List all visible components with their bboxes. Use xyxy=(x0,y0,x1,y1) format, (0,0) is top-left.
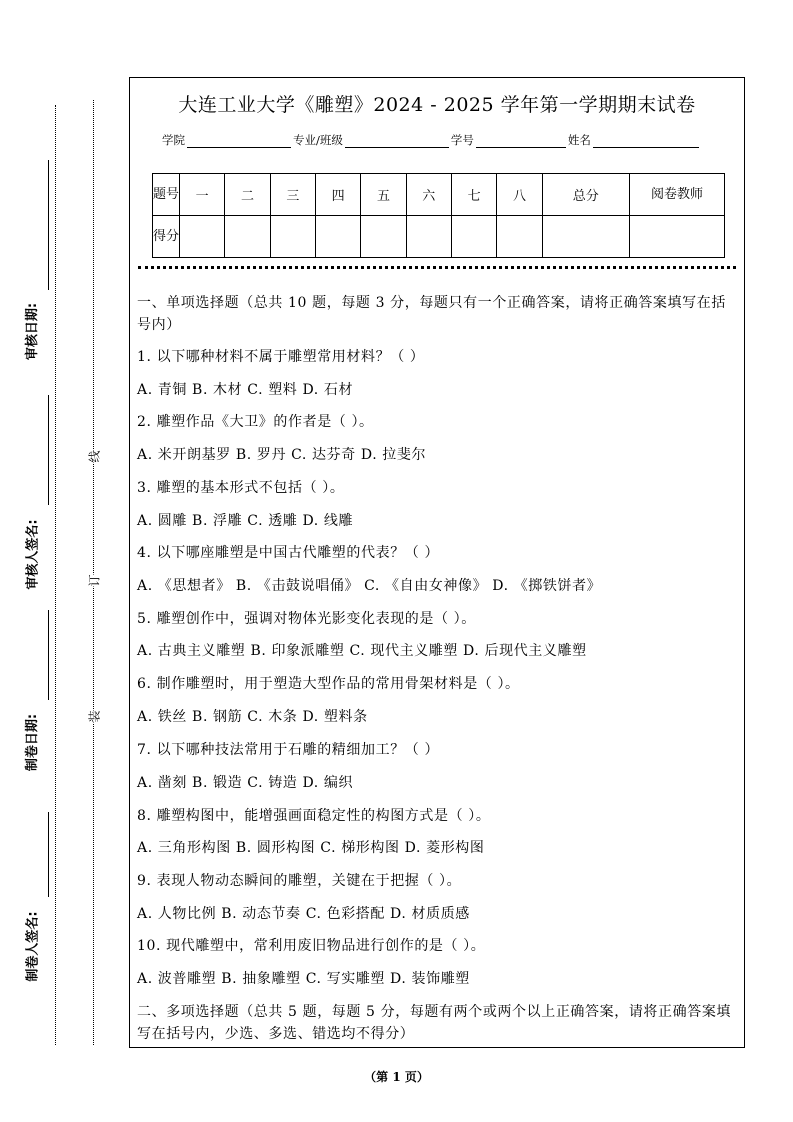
seal-char-xian: 线 xyxy=(87,450,102,463)
score-col-header: 七 xyxy=(451,174,496,216)
score-col-header: 六 xyxy=(406,174,451,216)
options-2: A. 米开朗基罗 B. 罗丹 C. 达芬奇 D. 拉斐尔 xyxy=(137,447,427,463)
page-number: （第 1 页） xyxy=(364,1070,429,1084)
question-8: 8. 雕塑构图中，能增强画面稳定性的构图方式是（ ）。 xyxy=(137,808,491,824)
question-4: 4. 以下哪座雕塑是中国古代雕塑的代表？（ ） xyxy=(137,545,440,561)
score-cell[interactable] xyxy=(315,216,360,258)
section2-heading: 二、多项选择题（总共 5 题，每题 5 分，每题有两个或两个以上正确答案，请将正确答案填写在括号内，少选、多选、错选均不得分） xyxy=(137,1004,732,1042)
options-3: A. 圆雕 B. 浮雕 C. 透雕 D. 线雕 xyxy=(137,513,354,529)
score-cell[interactable] xyxy=(451,216,496,258)
audit-date-line xyxy=(48,160,49,290)
score-cell[interactable] xyxy=(542,216,629,258)
audit-date-label: 审核日期: xyxy=(25,302,41,361)
seal-char-ding: 订 xyxy=(87,574,102,587)
score-cell[interactable] xyxy=(497,216,542,258)
seal-dotted-line xyxy=(93,100,94,1045)
exam-title: 大连工业大学《雕塑》2024 - 2025 学年第一学期期末试卷 xyxy=(178,94,696,116)
section1-heading: 一、单项选择题（总共 10 题，每题 3 分，每题只有一个正确答案，请将正确答案填写在括号内） xyxy=(137,295,726,333)
college-field[interactable] xyxy=(187,134,291,148)
score-col-header: 二 xyxy=(225,174,270,216)
options-4: A. 《思想者》 B. 《击鼓说唱俑》 C. 《自由女神像》 D. 《掷铁饼者》 xyxy=(137,578,602,594)
score-header-row xyxy=(153,174,725,216)
row-label-tihao: 题号 xyxy=(153,174,180,216)
auditor-sign-label: 审核人签名: xyxy=(25,519,41,590)
score-cell[interactable] xyxy=(225,216,270,258)
score-cell[interactable] xyxy=(361,216,406,258)
question-7: 7. 以下哪种技法常用于石雕的精细加工？（ ） xyxy=(137,742,440,758)
score-cell[interactable] xyxy=(406,216,451,258)
score-col-header: 四 xyxy=(315,174,360,216)
options-6: A. 铁丝 B. 钢筋 C. 木条 D. 塑料条 xyxy=(137,709,368,725)
exam-frame xyxy=(129,77,745,1048)
options-5: A. 古典主义雕塑 B. 印象派雕塑 C. 现代主义雕塑 D. 后现代主义雕塑 xyxy=(137,643,587,659)
seal-char-zhuang: 装 xyxy=(87,710,102,723)
dotted-separator xyxy=(138,266,736,269)
score-table xyxy=(152,173,725,258)
question-2: 2. 雕塑作品《大卫》的作者是（ ）。 xyxy=(137,414,374,430)
score-cell[interactable] xyxy=(180,216,225,258)
options-8: A. 三角形构图 B. 圆形构图 C. 梯形构图 D. 菱形构图 xyxy=(137,840,485,856)
make-date-line xyxy=(48,610,49,700)
score-col-header: 八 xyxy=(497,174,542,216)
score-cell[interactable] xyxy=(270,216,315,258)
options-9: A. 人物比例 B. 动态节奏 C. 色彩搭配 D. 材质质感 xyxy=(137,906,470,922)
score-col-header: 一 xyxy=(180,174,225,216)
question-1: 1. 以下哪种材料不属于雕塑常用材料？（ ） xyxy=(137,349,425,365)
options-7: A. 凿刻 B. 锻造 C. 铸造 D. 编织 xyxy=(137,775,354,791)
row-label-defen: 得分 xyxy=(153,216,180,258)
name-label: 姓名 xyxy=(567,133,591,147)
student-id-field[interactable] xyxy=(476,134,566,148)
score-col-header: 总分 xyxy=(542,174,629,216)
options-1: A. 青铜 B. 木材 C. 塑料 D. 石材 xyxy=(137,382,354,398)
maker-sign-line xyxy=(48,812,49,897)
major-label: 专业/班级 xyxy=(293,133,343,147)
question-5: 5. 雕塑创作中，强调对物体光影变化表现的是（ ）。 xyxy=(137,611,476,627)
name-field[interactable] xyxy=(593,134,699,148)
make-date-label: 制卷日期: xyxy=(25,713,41,772)
question-6: 6. 制作雕塑时，用于塑造大型作品的常用骨架材料是（ ）。 xyxy=(137,676,520,692)
maker-sign-label: 制卷人签名: xyxy=(25,911,41,982)
college-label: 学院 xyxy=(162,133,185,147)
score-col-header: 三 xyxy=(270,174,315,216)
score-col-header: 五 xyxy=(361,174,406,216)
question-3: 3. 雕塑的基本形式不包括（ ）。 xyxy=(137,480,345,496)
options-10: A. 波普雕塑 B. 抽象雕塑 C. 写实雕塑 D. 装饰雕塑 xyxy=(137,971,470,987)
auditor-sign-line xyxy=(48,395,49,505)
student-info-row xyxy=(162,132,701,148)
question-9: 9. 表现人物动态瞬间的雕塑，关键在于把握（ ）。 xyxy=(137,873,462,889)
student-id-label: 学号 xyxy=(450,133,474,147)
score-value-row xyxy=(153,216,725,258)
score-cell[interactable] xyxy=(630,216,725,258)
score-col-header: 阅卷教师 xyxy=(630,174,725,216)
question-10: 10. 现代雕塑中，常利用废旧物品进行创作的是（ ）。 xyxy=(137,938,486,954)
margin-dotted-line xyxy=(55,105,56,1045)
major-field[interactable] xyxy=(345,134,449,148)
